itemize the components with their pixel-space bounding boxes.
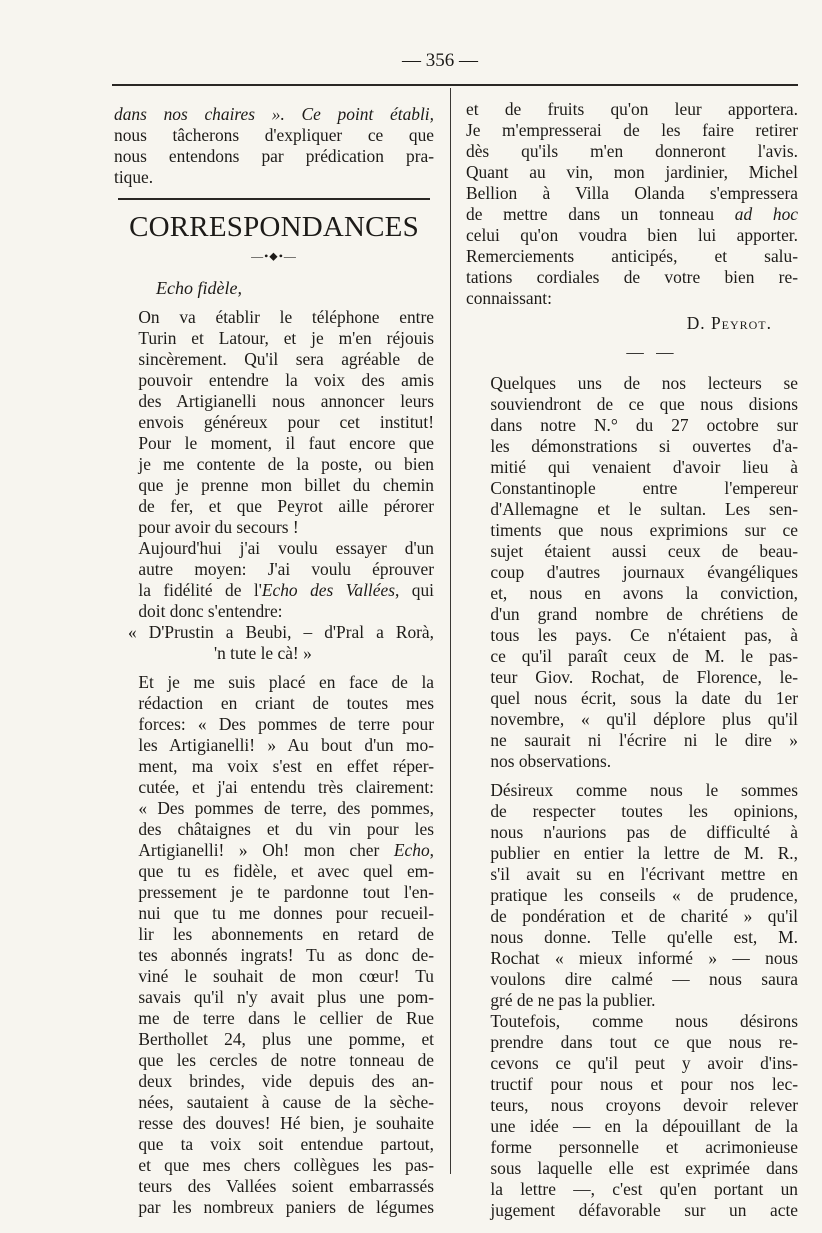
text-line: des Artigianelli nous annoncer leurs (138, 391, 434, 411)
text-line: d'un grand nombre de chrétiens de (490, 604, 798, 624)
text-line: que tu es fidèle, et avec quel em- (138, 861, 434, 881)
text-line: pressement je te pardonne tout l'en- (138, 882, 434, 902)
text-line: de pondération et de charité » qu'il (490, 906, 798, 926)
quote-line: « D'Prustin a Beubi, – d'Pral a Rorà, (128, 622, 434, 642)
text-line: ce qu'il paraît ceux de M. le pas- (490, 646, 798, 666)
text-line: tructif pour nous et pour nos lec- (490, 1074, 798, 1094)
text-line: Et je me suis placé en face de la (138, 672, 434, 692)
text-line: pour avoir du secours ! (138, 517, 299, 537)
text-line: souviendront de ce que nous disions (490, 394, 798, 414)
text-line: de respecter toutes les opinions, (490, 801, 798, 821)
text-line: resse des douves! Hé bien, je souhaite (138, 1113, 434, 1133)
text-line: sujet étaient aussi ceux de beau- (490, 541, 798, 561)
title-ornament: —•⬥•— (251, 249, 297, 263)
text-line: teurs des Vallées soient embarrassés (138, 1176, 434, 1196)
text-line: teur Giov. Rochat, de Florence, le- (490, 667, 798, 687)
text-line: prendre dans tout ce que nous re- (490, 1032, 798, 1052)
text-line: la lettre —, c'est qu'en portant un (490, 1179, 798, 1199)
text-line: novembre, « qu'il déplore plus qu'il (490, 709, 798, 729)
text-line: timents que nous exprimions sur ce (490, 520, 798, 540)
text-line: envois généreux pour cet institut! (138, 412, 434, 432)
column-divider (450, 88, 451, 1174)
text-line: tes abonnés ingrats! Tu as donc de- (138, 945, 434, 965)
text-line: s'il avait su en l'écrivant mettre en (490, 864, 798, 884)
text-line: sincèrement. Qu'il sera agréable de (138, 349, 434, 369)
text-line: ne saurait ni l'écrire ni le dire » (490, 730, 798, 750)
text-line: autre moyen: J'ai voulu éprouver (138, 559, 434, 579)
text-line: ment, ma voix s'est en effet réper- (138, 756, 434, 776)
text-line: les Artigianelli! » Au bout d'un mo- (138, 735, 434, 755)
text-line: et que mes chers collègues les pas- (138, 1155, 434, 1175)
text-line: Aujourd'hui j'ai voulu essayer d'un (138, 538, 434, 558)
text-line: nos observations. (490, 751, 612, 771)
text-line: par les nombreux paniers de légumes (138, 1197, 434, 1217)
text-line: tous les pays. Ce n'étaient pas, à (490, 625, 798, 645)
letter-paragraph-1 (114, 307, 434, 538)
text-line: forme personnelle et acrimonieuse (490, 1137, 798, 1157)
page-number: — 356 — (402, 50, 478, 71)
text-line: Désireux comme nous le sommes (490, 780, 798, 800)
text-line: pratique les conseils « de prudence, (490, 885, 798, 905)
section-title: CORRESPONDANCES (129, 211, 419, 243)
text-line: que je prenne mon billet du chemin (138, 475, 434, 495)
text-line: dans notre N.° du 27 octobre sur (490, 415, 798, 435)
continuation-paragraph (114, 104, 434, 188)
text-line: viné le souhait de mon cœur! Tu (138, 966, 434, 986)
text-line: deux brindes, vide depuis des an- (138, 1071, 434, 1091)
letter-salutation: Echo fidèle, (156, 278, 242, 298)
text-line: et, nous en avons la conviction, (490, 583, 798, 603)
text-line: je me contente de la poste, ou bien (138, 454, 434, 474)
text-line: une idée — en la dépouillant de la (490, 1116, 798, 1136)
letter-signature: D. Peyrot. (686, 313, 772, 333)
section-rule (118, 198, 430, 200)
text-line: Bellion à Villa Olanda s'empressera (466, 183, 798, 203)
text-line: tique. (114, 167, 154, 187)
text-line: coup d'autres journaux évangéliques (490, 562, 798, 582)
text-line: et de fruits qu'on leur apportera. (466, 99, 798, 119)
text-line: « Des pommes de terre, des pommes, (138, 798, 434, 818)
text-line: jugement défavorable sur un acte (490, 1200, 798, 1220)
article-paragraph-3 (466, 1011, 798, 1221)
text-line: lir les abonnements en retard de (138, 924, 434, 944)
text-line: Je m'empresserai de les faire retirer (466, 120, 798, 140)
header-rule (112, 84, 798, 86)
text-line: gré de ne pas la publier. (490, 990, 656, 1010)
text-line: forces: « Des pommes de terre pour (138, 714, 434, 734)
text-line: cevons ce qu'il peut y avoir d'ins- (490, 1053, 798, 1073)
text-line: quel nous écrit, sous la date du 1er (490, 688, 798, 708)
text-line: Turin et Latour, et je m'en réjouis (138, 328, 434, 348)
text-line: que ta voix soit entendue partout, (138, 1134, 434, 1154)
letter-paragraph-2 (114, 538, 434, 622)
newspaper-name: Echo des Vallées (261, 580, 395, 600)
text-line: de fer, et que Peyrot aille pérorer (138, 496, 434, 516)
text-line: nous entendons par prédication pra- (114, 146, 434, 166)
text-line: cutée, et j'ai entendu très clairement: (138, 777, 434, 797)
text-line: dans nos chaires ». Ce point établi, (114, 104, 434, 124)
text-line: pouvoir entendre la voix des amis (138, 370, 434, 390)
text-line: des châtaignes et du vin pour les (138, 819, 434, 839)
text-line: Quelques uns de nos lecteurs se (490, 373, 798, 393)
letter-paragraph-3 (114, 672, 434, 1218)
text-line: mitié qui venaient d'avoir lieu à (490, 457, 798, 477)
text-line: sous laquelle elle est exprimée dans (490, 1158, 798, 1178)
text-line: Constantinople entre l'empereur (490, 478, 798, 498)
text-line: Rochat « mieux informé » — nous (490, 948, 798, 968)
text-line: de mettre dans un tonneau ad hoc (466, 204, 798, 224)
quote-line: 'n tute le cà! » (214, 643, 312, 663)
text-line: Remerciements anticipés, et salu- (466, 246, 798, 266)
text-line: doit donc s'entendre: (138, 601, 283, 621)
text-line: celui qu'on voudra bien lui apporter. (466, 225, 798, 245)
left-column (114, 104, 434, 1218)
dialect-quote (114, 622, 434, 664)
text-line: dès qu'ils m'en donneront l'avis. (466, 141, 798, 161)
text-line: On va établir le téléphone entre (138, 307, 434, 327)
article-paragraph-2 (466, 780, 798, 1011)
text-line: nées, sautaient à cause de la sèche- (138, 1092, 434, 1112)
text-line: tations cordiales de votre bien re- (466, 267, 798, 287)
text-line: Toutefois, comme nous désirons (490, 1011, 798, 1031)
text-line: Pour le moment, il faut encore que (138, 433, 434, 453)
article-paragraph-1 (466, 373, 798, 772)
text-line: connaissant: (466, 288, 552, 308)
text-line: nui que tu me donnes pour recueil- (138, 903, 434, 923)
text-line: d'Allemagne et le sultan. Les sen- (490, 499, 798, 519)
text-line: la fidélité de l'Echo des Vallées, qui (138, 580, 434, 600)
text-line: nous n'aurions pas de difficulté à (490, 822, 798, 842)
text-line: nous tâcherons d'expliquer ce que (114, 125, 434, 145)
text-line: rédaction en criant de toutes mes (138, 693, 434, 713)
text-line: les démonstrations si ouvertes d'a- (490, 436, 798, 456)
text-line: savais qu'il n'y avait plus une pom- (138, 987, 434, 1007)
text-line: Quant au vin, mon jardinier, Michel (466, 162, 798, 182)
text-line: Artigianelli! » Oh! mon cher Echo, (138, 840, 434, 860)
text-line: voulons dire calmé — nous saura (490, 969, 798, 989)
text-line: que les cercles de notre tonneau de (138, 1050, 434, 1070)
article-separator: — — (626, 342, 678, 362)
right-column (466, 99, 798, 1221)
text-line: me de terre dans le cellier de Rue (138, 1008, 434, 1028)
text-line: teurs, nous croyons devoir relever (490, 1095, 798, 1115)
text-line: nous donne. Telle qu'elle est, M. (490, 927, 798, 947)
letter-closing-paragraph (466, 99, 798, 309)
text-line: publier en entier la lettre de M. R., (490, 843, 798, 863)
text-line: Berthollet 24, plus une pomme, et (138, 1029, 434, 1049)
